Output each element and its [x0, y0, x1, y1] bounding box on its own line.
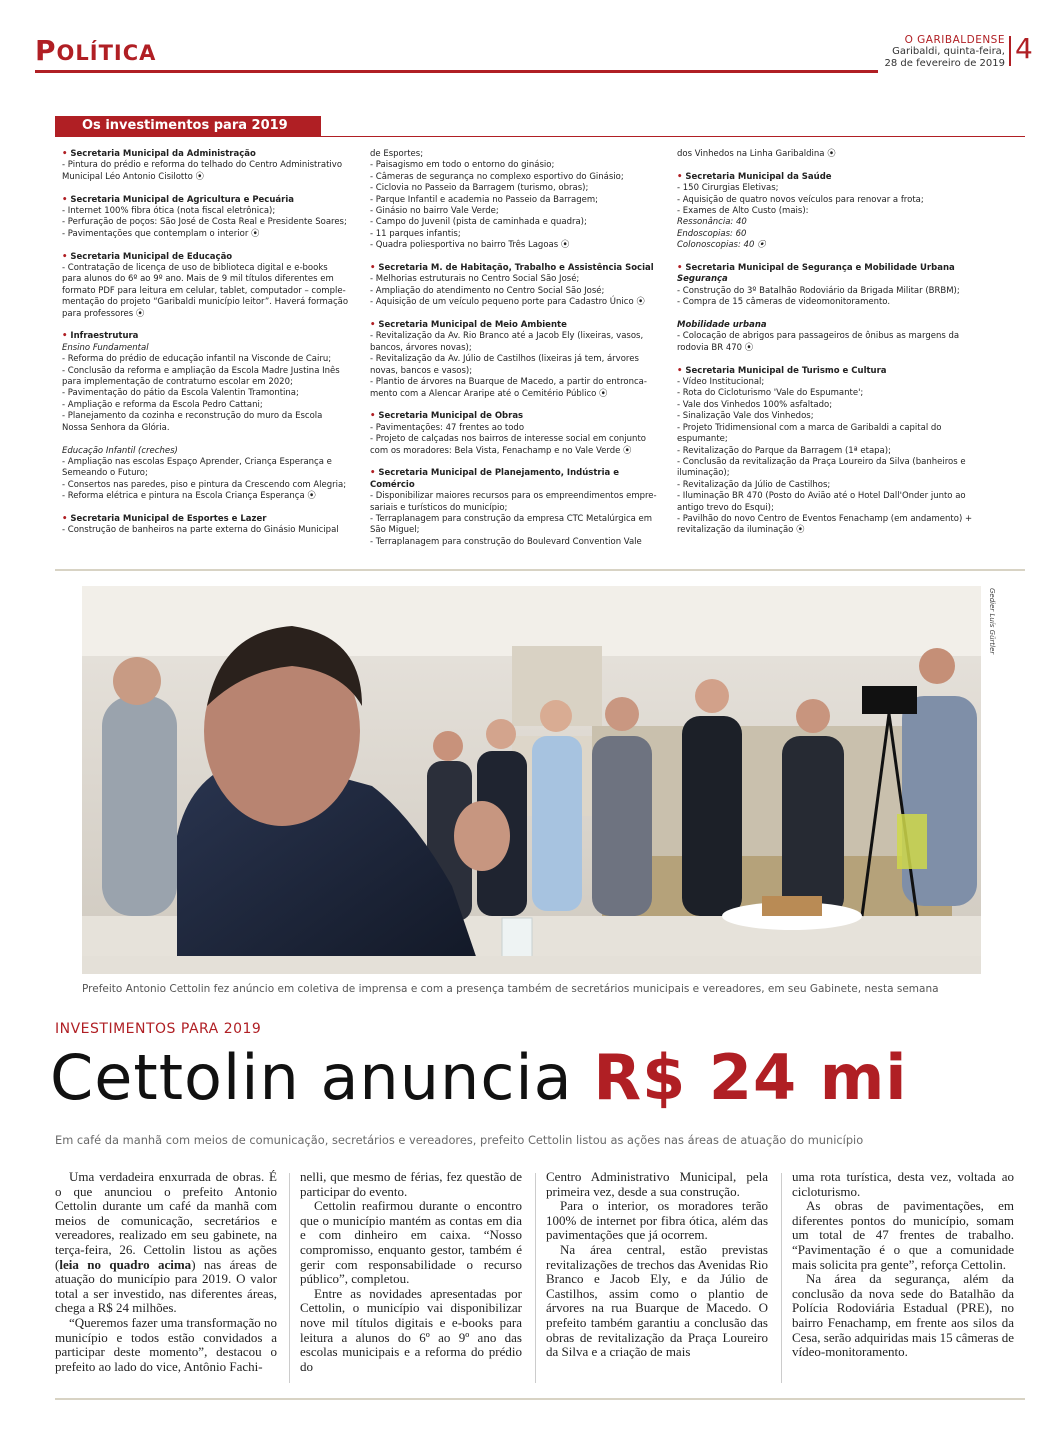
investment-section-title: • Secretaria Municipal de Turismo e Cultura — [677, 366, 982, 377]
investment-section — [677, 172, 982, 252]
investment-item: com os moradores: Bela Vista, Fenachamp e no Vale Verde ⦿ — [370, 445, 632, 456]
investment-section-title: • Secretaria Municipal da Administração — [62, 149, 357, 160]
photo-credit: Gedier Luís Gürtler — [988, 588, 996, 655]
investments-column-2 — [370, 149, 665, 560]
footer-rule — [55, 1398, 1025, 1400]
investment-item: - Construção de banheiros na parte externa do Ginásio Municipal — [62, 525, 339, 536]
investment-item: - Terraplanagem para construção da empresa CTC Metalúrgica em — [370, 513, 653, 524]
investment-item: - Perfuração de poços: São José de Costa Real e Presidente Soares; — [62, 217, 347, 228]
article-headline — [50, 1038, 980, 1118]
investment-item: São Miguel; — [370, 525, 420, 536]
investment-item: para implementação de contraturno escolar em 2020; — [62, 377, 293, 388]
investment-item: - Pavimentação do pátio da Escola Valentin Tramontina; — [62, 388, 299, 399]
investment-section-title: • Secretaria Municipal de Obras — [370, 411, 665, 422]
paragraph: Centro Administrativo Municipal, pela primeira vez, desde a sua construção. — [546, 1169, 768, 1199]
investment-item: - Conclusão da revitalização da Praça Loureiro da Silva (banheiros e — [677, 456, 966, 467]
investment-item: - Pavimentações que contemplam o interior ⦿ — [62, 228, 260, 239]
paragraph: Para o interior, os moradores terão 100% de internet por fibra ótica, além das pavimentações que já ocorrem. — [546, 1198, 768, 1243]
investment-item: - Reforma elétrica e pintura na Escola Criança Esperança ⦿ — [62, 491, 316, 502]
investment-section — [370, 320, 665, 400]
page-divider — [1009, 36, 1011, 66]
investment-subsection: Educação Infantil (creches) — [62, 445, 178, 456]
investment-section-title: • Secretaria M. de Habitação, Trabalho e Assistência Social — [370, 263, 665, 274]
investment-item: sariais e turísticos do município; — [370, 502, 508, 513]
investment-section — [62, 195, 357, 241]
article-kicker: INVESTIMENTOS PARA 2019 — [55, 1021, 262, 1037]
investment-item: dos Vinhedos na Linha Garibaldina ⦿ — [677, 149, 836, 159]
investment-item: - Parque Infantil e academia no Passeio da Barragem; — [370, 194, 598, 205]
investment-section — [62, 514, 357, 537]
article-column-1 — [55, 1170, 277, 1374]
investment-item: formato PDF para leitura em celular, tablet, computador – comple- — [62, 285, 346, 296]
investment-item: - Ciclovia no Passeio da Barragem (turismo, obras); — [370, 183, 589, 194]
investment-item: - Planejamento da cozinha e reconstrução do muro da Escola — [62, 411, 323, 422]
investment-item: - Consertos nas paredes, piso e pintura da Crescendo com Alegria; — [62, 479, 347, 490]
investment-item: - Paisagismo em todo o entorno do ginásio; — [370, 160, 555, 171]
investments-title: Os investimentos para 2019 — [82, 118, 288, 133]
photo-top-rule — [55, 569, 1025, 571]
investment-item: antigo trevo do Esqui); — [677, 502, 774, 513]
investment-item: - Construção do 3º Batalhão Rodoviário da Brigada Militar (BRBM); — [677, 285, 960, 296]
investment-item: - Disponibilizar maiores recursos para os empreendimentos empre- — [370, 491, 657, 502]
investment-item: - Ampliação do atendimento no Centro Social São José; — [370, 285, 605, 296]
investment-section-title: • Infraestrutura — [62, 331, 357, 342]
date-line-1: Garibaldi, quinta-feira, — [892, 46, 1005, 57]
investment-section — [370, 468, 665, 548]
investment-item: - Projeto de calçadas nos bairros de interesse social em conjunto — [370, 434, 646, 445]
investment-item: revitalização da iluminação ⦿ — [677, 525, 805, 536]
investment-item: Municipal Léo Antonio Cisilotto ⦿ — [62, 171, 204, 182]
investment-section — [370, 149, 665, 252]
investment-item: bancos, árvores novas); — [370, 342, 472, 353]
investment-item: - Terraplanagem para construção do Boulevard Convention Vale — [370, 536, 642, 547]
article-column-4 — [792, 1170, 1014, 1360]
investment-item: - Ampliação nas escolas Espaço Aprender, Criança Esperança e — [62, 456, 332, 467]
investment-item: mentação do projeto “Garibaldi município leitor”. Haverá formação — [62, 297, 349, 308]
headline-black: Cettolin anuncia — [50, 1041, 573, 1114]
investment-section-title: • Secretaria Municipal de Esportes e Lazer — [62, 514, 357, 525]
investment-section — [62, 252, 357, 320]
column-divider — [289, 1173, 290, 1383]
investments-column-1 — [62, 149, 357, 548]
investment-item: mento com a Alencar Araripe até o Cemitério Público ⦿ — [370, 388, 608, 399]
investment-item: - Contratação de licença de uso de biblioteca digital e e-books — [62, 263, 328, 274]
investment-item: - Revitalização da Av. Rio Branco até a Jacob Ely (lixeiras, vasos, — [370, 331, 644, 342]
column-divider — [535, 1173, 536, 1383]
investment-section — [370, 411, 665, 457]
investment-item: - Câmeras de segurança no complexo esportivo do Ginásio; — [370, 171, 624, 182]
investment-item: Semeando o Futuro; — [62, 468, 148, 479]
investment-item: - Rota do Cicloturismo 'Vale do Espumante'; — [677, 388, 864, 399]
paragraph: Entre as novidades apresentadas por Cettolin, o município vai disponibilizar nove mil títulos digitais e e-books para leitura a alunos do 6º ao 9º ano das escolas municipais e a reforma do prédio do — [300, 1285, 522, 1374]
investment-item: - Exames de Alto Custo (mais): — [677, 206, 809, 217]
photo-caption: Prefeito Antonio Cettolin fez anúncio em coletiva de imprensa e com a presença também de secretários municipais e vereadores, em seu Gabinete, nesta semana — [82, 983, 939, 995]
paragraph: Cettolin reafirmou durante o encontro que o município mantém as contas em dia e com dinheiro em caixa. “Nosso compromisso, enquanto gestor, também é gerir com responsabilidade o recurso público”, completou. — [300, 1198, 522, 1287]
investment-section — [677, 263, 982, 309]
paragraph: “Queremos fazer uma transformação no município e todos estão convidados a participar deste momento”, destacou o prefeito ao lado do vice, Antônio Fachi- — [55, 1314, 277, 1374]
investment-item: Endoscopias: 60 — [677, 228, 747, 239]
investment-item: - Quadra poliesportiva no bairro Três Lagoas ⦿ — [370, 240, 570, 251]
investment-item: - Pintura do prédio e reforma do telhado do Centro Administrativo — [62, 160, 343, 171]
investment-item: - Vídeo Institucional; — [677, 377, 765, 388]
investments-column-3 — [677, 149, 982, 548]
date-line-2: 28 de fevereiro de 2019 — [884, 58, 1005, 69]
headline-red: R$ 24 mi — [593, 1041, 908, 1114]
investment-item: - Conclusão da reforma e ampliação da Escola Madre Justina Inês — [62, 365, 340, 376]
investment-subsection: Segurança — [677, 274, 728, 285]
investments-box-header — [55, 116, 321, 137]
investment-section — [62, 446, 357, 503]
investment-section-title: • Secretaria Municipal de Meio Ambiente — [370, 320, 665, 331]
article-subhead: Em café da manhã com meios de comunicação, secretários e vereadores, prefeito Cettolin listou as ações nas áreas de atuação do município — [55, 1133, 864, 1147]
investment-section — [677, 149, 982, 160]
investment-item: - Plantio de árvores na Buarque de Macedo, a partir do entronca- — [370, 377, 647, 388]
investment-item: - Revitalização da Júlio de Castilhos; — [677, 479, 831, 490]
page-number: 4 — [1015, 32, 1033, 65]
investment-item: - Vale dos Vinhedos 100% asfaltado; — [677, 399, 833, 410]
investment-section — [62, 331, 357, 434]
investment-item: - Ginásio no bairro Vale Verde; — [370, 206, 499, 217]
investment-item: - Revitalização do Parque da Barragem (1ª etapa); — [677, 445, 891, 456]
investment-item: - 11 parques infantis; — [370, 228, 461, 239]
investment-item: para alunos do 6º ao 9º ano. Mais de 9 mil títulos diferentes em — [62, 274, 334, 285]
investment-section-title: • Secretaria Municipal de Educação — [62, 252, 357, 263]
investment-item: - Campo do Juvenil (pista de caminhada e quadra); — [370, 217, 587, 228]
investment-item: - Colocação de abrigos para passageiros de ônibus as margens da — [677, 331, 960, 342]
page-header — [35, 30, 1033, 74]
investment-item: - Reforma do prédio de educação infantil na Visconde de Cairu; — [62, 354, 332, 365]
investment-item: espumante; — [677, 434, 728, 445]
investment-item: - Melhorias estruturais no Centro Social São José; — [370, 274, 580, 285]
investment-section-title: • Secretaria Municipal da Saúde — [677, 172, 982, 183]
investment-section — [677, 320, 982, 354]
investment-item: - Projeto Tridimensional com a marca de Garibaldi a capital do — [677, 422, 942, 433]
investment-item: para professores ⦿ — [62, 308, 145, 319]
investment-item: - Sinalização Vale dos Vinhedos; — [677, 411, 814, 422]
paragraph: Na área da segurança, além da conclusão da nova sede do Batalhão da Polícia Rodoviária Estadual (PRE), no bairro Fenachamp, em frente aos silos da Cesa, serão adquiridas mais 15 câmeras de vídeo-monitoramento. — [792, 1271, 1015, 1360]
investment-item: - Aquisição de um veículo pequeno porte para Cadastro Único ⦿ — [370, 297, 645, 308]
section-rule — [35, 70, 878, 73]
investment-item: Nossa Senhora da Glória. — [62, 422, 170, 433]
investment-section-title: • Secretaria Municipal de Agricultura e Pecuária — [62, 195, 357, 206]
section-title: POLÍTICA — [35, 34, 157, 67]
investment-subsection: Ensino Fundamental — [62, 342, 149, 353]
investment-item: rodovia BR 470 ⦿ — [677, 342, 754, 353]
investment-item: - Internet 100% fibra ótica (nota fiscal eletrônica); — [62, 206, 276, 217]
paragraph: Uma verdadeira enxurrada de obras. É o que anunciou o prefeito Antonio Cettolin durante um café da manhã com meios de comunicação, secretários e vereadores, realizado em seu gabinete, na terça-feira, 26. Cettolin listou as ações (leia no quadro acima) nas áreas de atuação do município para 2019. O valor total a ser investido, nas diferentes áreas, chega a R$ 24 milhões. — [55, 1169, 277, 1316]
column-divider — [781, 1173, 782, 1383]
paragraph: nelli, que mesmo de férias, fez questão de participar do evento. — [300, 1169, 522, 1199]
press-conference-photo — [82, 586, 981, 974]
investment-item: de Esportes; — [370, 149, 424, 159]
investment-item: - Iluminação BR 470 (Posto do Avião até o Hotel Dall'Onder junto ao — [677, 491, 966, 502]
investment-item: - Pavilhão do novo Centro de Eventos Fenachamp (em andamento) + — [677, 513, 973, 524]
investment-section-title: • Secretaria Municipal de Planejamento, Indústria e Comércio — [370, 468, 665, 491]
investment-item: - Pavimentações: 47 frentes ao todo — [370, 422, 525, 433]
investment-section-title: • Secretaria Municipal de Segurança e Mobilidade Urbana — [677, 263, 982, 274]
investments-rule — [55, 136, 1025, 137]
investment-item: - 150 Cirurgias Eletivas; — [677, 183, 779, 194]
investment-item: Ressonância: 40 — [677, 217, 747, 228]
investment-item: - Ampliação e reforma da Escola Pedro Cattani; — [62, 399, 263, 410]
investment-section — [677, 366, 982, 537]
investment-item: - Revitalização da Av. Júlio de Castilhos (lixeiras já tem, árvores — [370, 354, 639, 365]
investment-item: novas, bancos e vasos); — [370, 365, 473, 376]
investment-item: Colonoscopias: 40 ⦿ — [677, 240, 766, 251]
investment-section — [62, 149, 357, 183]
paragraph: uma rota turística, desta vez, voltada ao cicloturismo. — [792, 1169, 1014, 1199]
investment-subsection: Mobilidade urbana — [677, 320, 767, 331]
investment-section — [370, 263, 665, 309]
article-column-3 — [546, 1170, 768, 1360]
investment-item: - Aquisição de quatro novos veículos para renovar a frota; — [677, 194, 924, 205]
paragraph: As obras de pavimentações, em diferentes pontos do município, somam um total de 47 frentes de trabalho. “Pavimentação é o que a comunidade mais solicita pra gente”, reforça Cettolin. — [792, 1198, 1014, 1272]
investment-item: iluminação); — [677, 468, 730, 479]
article-column-2 — [300, 1170, 522, 1374]
paragraph: Na área central, estão previstas revitalizações de trechos das Avenidas Rio Branco e Jacob Ely, e da Júlio de Castilhos, assim como o plantio de árvores na rua Buarque de Macedo. O prefeito também garantiu a conclusão das obras de revitalização da Praça Loureiro da Silva e a criação de mais — [546, 1241, 768, 1360]
investment-item: - Compra de 15 câmeras de videomonitoramento. — [677, 297, 891, 308]
paper-info — [883, 34, 1005, 70]
paper-name: O GARIBALDENSE — [904, 34, 1005, 46]
